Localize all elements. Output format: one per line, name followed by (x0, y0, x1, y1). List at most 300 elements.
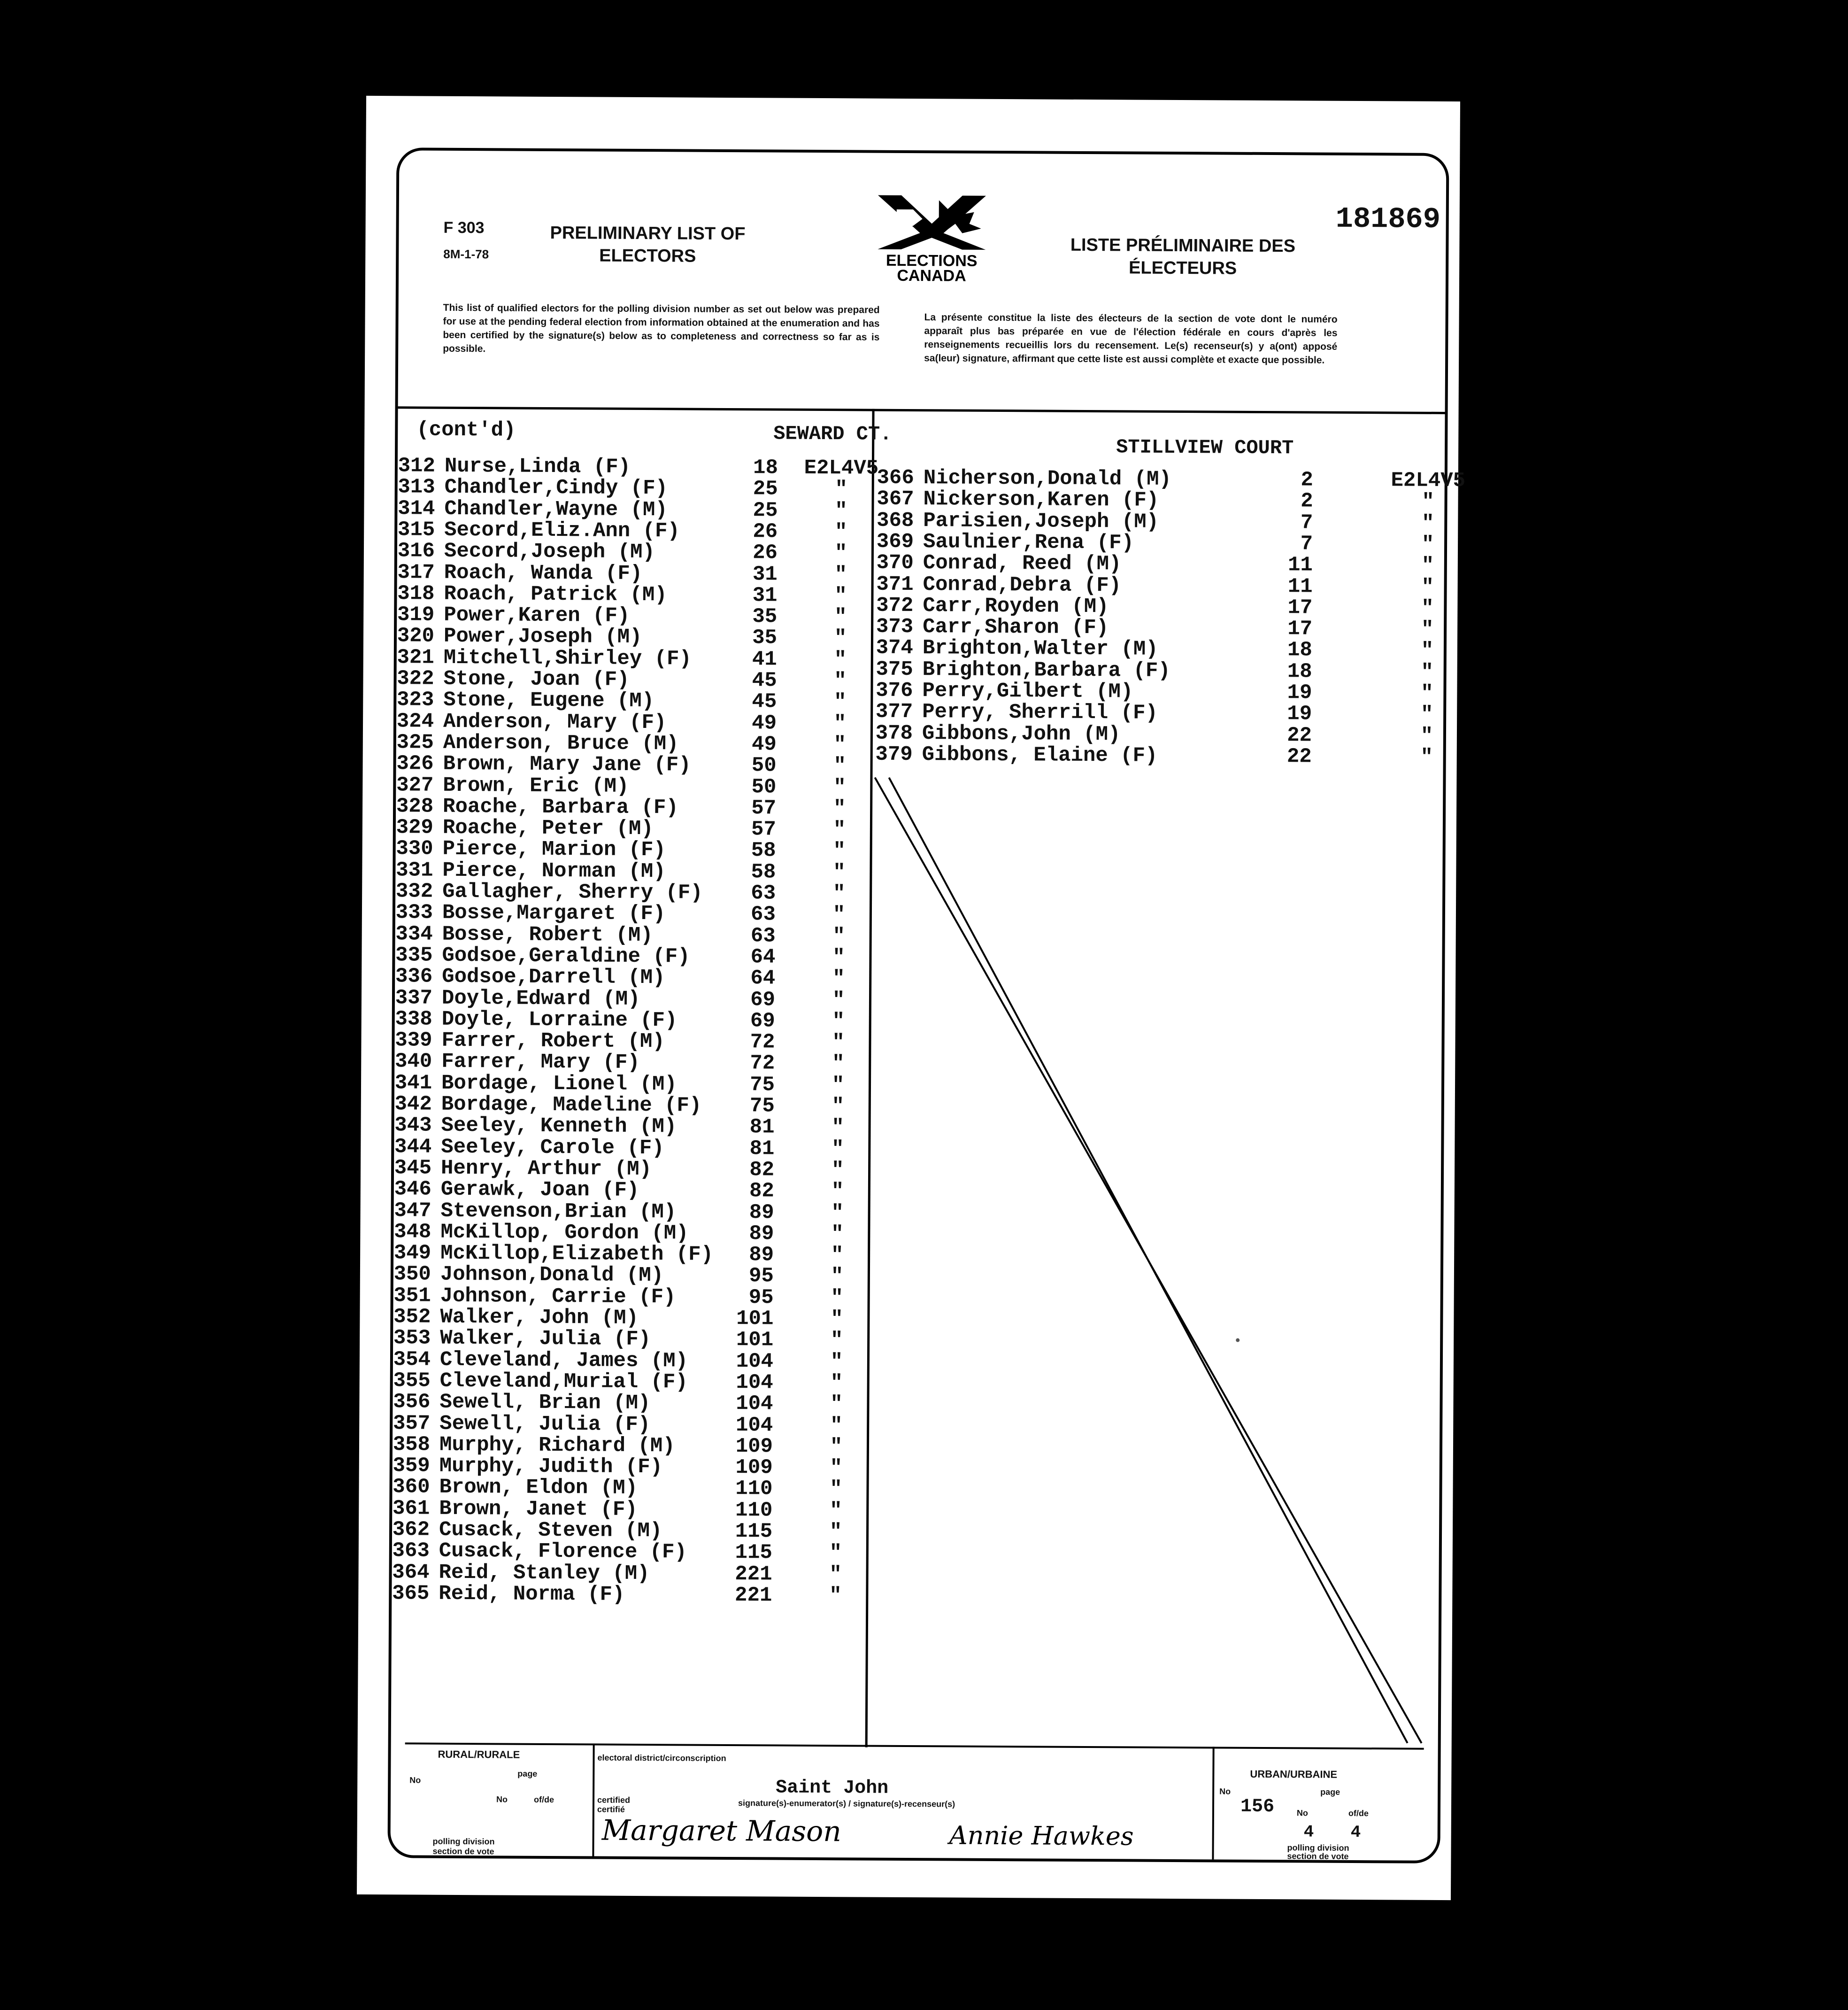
logo-word-elections: ELECTIONS (886, 251, 978, 270)
elector-postal-code: " (834, 584, 847, 608)
right-street-heading: STILLVIEW COURT (1116, 436, 1294, 460)
elector-address: 63 (750, 924, 776, 948)
elector-address: 57 (751, 796, 777, 820)
electoral-district-label: electoral district/circonscription (597, 1753, 726, 1763)
elector-number: 340 (394, 1050, 432, 1074)
elector-number: 373 (876, 615, 914, 639)
elector-postal-code: " (832, 1009, 845, 1034)
elector-name: Anderson, Mary (F) (443, 710, 667, 734)
elector-postal-code: " (832, 1031, 845, 1055)
elector-name: Roache, Peter (M) (442, 816, 654, 841)
certified-label: certified certifié (597, 1795, 631, 1814)
elector-name: Mitchell,Shirley (F) (443, 646, 692, 671)
elector-number: 331 (396, 858, 433, 882)
elector-address: 41 (752, 647, 777, 672)
elector-postal-code: " (1421, 554, 1434, 578)
elector-number: 317 (397, 560, 435, 585)
elector-address: 49 (751, 733, 777, 757)
elector-name: Roach, Wanda (F) (444, 561, 643, 586)
elector-number: 352 (393, 1305, 431, 1329)
elector-name: Brighton,Walter (M) (922, 636, 1158, 662)
elector-number: 376 (876, 679, 913, 703)
elector-number: 350 (393, 1262, 431, 1287)
elector-number: 349 (393, 1241, 431, 1265)
rural-no-label: No (409, 1775, 421, 1785)
title-french: LISTE PRÉLIMINAIRE DES ÉLECTEURS (1070, 235, 1296, 278)
elector-address: 17 (1287, 596, 1313, 620)
elector-postal-code: " (832, 1116, 844, 1140)
elector-name: Seeley, Carole (F) (441, 1135, 664, 1160)
elector-number: 377 (875, 700, 913, 724)
elector-name: Gibbons,John (M) (922, 721, 1121, 746)
elector-name: Doyle, Lorraine (F) (441, 1007, 678, 1033)
left-street-heading: SEWARD CT. (773, 422, 892, 446)
elector-postal-code: " (833, 754, 846, 778)
elector-postal-code: " (831, 1307, 843, 1331)
elector-postal-code: " (831, 1244, 844, 1268)
footer-block (404, 1742, 1424, 1860)
elector-address: 31 (752, 562, 778, 587)
elector-number: 312 (398, 454, 436, 478)
elector-address: 11 (1287, 553, 1313, 577)
elector-address: 35 (752, 605, 778, 629)
elector-number: 355 (393, 1369, 431, 1393)
elector-address: 110 (735, 1498, 773, 1523)
elector-postal-code: " (1421, 533, 1434, 557)
elector-postal-code: " (1421, 639, 1434, 663)
elector-address: 81 (749, 1136, 775, 1161)
elector-postal-code: " (833, 839, 846, 863)
elector-name: Godsoe,Darrell (M) (442, 965, 665, 990)
elector-name: Sewell, Julia (F) (439, 1412, 651, 1437)
elector-postal-code: " (832, 967, 845, 991)
elector-address: 26 (753, 541, 778, 565)
ink-speck (1236, 1338, 1240, 1342)
elector-address: 89 (749, 1200, 774, 1225)
elector-name: Henry, Arthur (M) (440, 1156, 652, 1182)
elector-postal-code: " (830, 1350, 843, 1374)
elector-postal-code: E2L4V5 (1391, 469, 1466, 493)
logo-word-canada: CANADA (897, 266, 966, 285)
elector-name: Cusack, Florence (F) (439, 1539, 687, 1564)
elector-name: Power,Karen (F) (444, 603, 630, 628)
elector-name: Perry,Gilbert (M) (922, 679, 1133, 704)
elector-name: Conrad,Debra (F) (923, 572, 1122, 597)
elector-name: Reid, Norma (F) (439, 1582, 625, 1607)
elector-postal-code: " (834, 626, 847, 650)
elector-name: Murphy, Richard (M) (439, 1433, 675, 1458)
elector-number: 313 (398, 475, 435, 500)
elector-postal-code: " (831, 1265, 844, 1289)
elector-postal-code: " (829, 1562, 842, 1586)
elector-address: 101 (736, 1307, 774, 1331)
elector-number: 365 (392, 1582, 430, 1606)
elector-name: Seeley, Kenneth (M) (441, 1114, 677, 1139)
urban-no-label: No (1219, 1786, 1231, 1796)
elector-number: 366 (877, 466, 914, 490)
elector-number: 346 (394, 1177, 431, 1201)
elector-name: Farrer, Mary (F) (441, 1050, 640, 1075)
rural-label: RURAL/RURALE (438, 1748, 520, 1761)
elector-address: 69 (750, 1009, 775, 1033)
elector-address: 109 (735, 1434, 773, 1459)
elector-number: 356 (393, 1390, 431, 1414)
elector-number: 353 (393, 1326, 431, 1350)
elector-address: 82 (749, 1179, 774, 1203)
elector-name: Brown, Janet (F) (439, 1497, 638, 1522)
elector-number: 369 (876, 530, 914, 554)
elector-name: Cleveland, James (M) (439, 1348, 688, 1373)
elector-number: 336 (395, 965, 433, 989)
elector-address: 63 (750, 903, 776, 927)
footer-divider-2 (1212, 1747, 1214, 1859)
elector-address: 104 (736, 1349, 774, 1374)
elector-number: 338 (395, 1007, 432, 1031)
elector-name: Power,Joseph (M) (443, 625, 642, 649)
elector-address: 57 (751, 818, 777, 842)
elector-number: 348 (394, 1220, 431, 1244)
elector-postal-code: " (832, 924, 846, 948)
elector-postal-code: " (1421, 596, 1434, 620)
footer-divider-1 (592, 1744, 594, 1856)
elector-name: Anderson, Bruce (M) (443, 731, 679, 756)
elector-name: Gerawk, Joan (F) (440, 1177, 639, 1203)
elector-postal-code: " (832, 1095, 845, 1119)
elector-address: 11 (1287, 574, 1313, 598)
elector-number: 375 (876, 657, 913, 681)
elector-name: Parisien,Joseph (M) (923, 509, 1159, 534)
elector-number: 326 (396, 752, 434, 776)
elector-name: Doyle,Edward (M) (441, 986, 640, 1011)
elector-postal-code: " (833, 690, 847, 714)
elector-postal-code: " (830, 1435, 843, 1459)
elector-address: 104 (736, 1370, 773, 1395)
elector-postal-code: " (830, 1477, 842, 1501)
elector-name: Bosse,Margaret (F) (442, 901, 666, 926)
elector-address: 72 (750, 1030, 775, 1054)
elector-address: 26 (753, 520, 778, 544)
elector-postal-code: " (1421, 618, 1434, 642)
elector-postal-code: " (833, 818, 846, 842)
elector-name: Roach, Patrick (M) (444, 582, 667, 607)
elector-postal-code: " (834, 520, 847, 544)
elector-name: Gallagher, Sherry (F) (442, 880, 703, 905)
elector-number: 328 (396, 795, 434, 819)
elector-address: 95 (748, 1264, 774, 1288)
elector-address: 115 (735, 1541, 772, 1565)
elector-address: 109 (735, 1456, 773, 1480)
elector-postal-code: " (829, 1541, 842, 1565)
elector-address: 18 (1287, 638, 1313, 662)
elector-postal-code: E2L4V5 (804, 456, 879, 480)
elector-number: 354 (393, 1347, 431, 1372)
elector-address: 31 (752, 584, 778, 608)
elector-address: 95 (748, 1285, 774, 1310)
elector-postal-code: " (831, 1137, 844, 1161)
elector-name: Johnson, Carrie (F) (440, 1284, 676, 1309)
serial-number: 181869 (1335, 202, 1441, 236)
elector-number: 335 (395, 943, 433, 967)
elector-name: Roache, Barbara (F) (442, 795, 678, 820)
elector-number: 325 (396, 731, 434, 755)
elector-number: 347 (394, 1198, 431, 1223)
elector-postal-code: " (829, 1584, 842, 1608)
elector-postal-code: " (834, 605, 847, 629)
elector-name: Pierce, Norman (M) (442, 858, 666, 883)
elector-address: 58 (751, 860, 776, 884)
elector-address: 18 (753, 456, 778, 480)
elector-address: 2 (1301, 489, 1313, 513)
elector-name: Bordage, Lionel (M) (441, 1071, 677, 1097)
elector-number: 361 (392, 1496, 430, 1521)
elector-address: 19 (1287, 702, 1312, 726)
elector-name: Chandler,Cindy (F) (444, 476, 668, 501)
elector-number: 327 (396, 773, 434, 797)
elector-address: 115 (735, 1520, 773, 1544)
elector-name: Godsoe,Geraldine (F) (442, 943, 690, 969)
elector-postal-code: " (830, 1414, 843, 1438)
elector-postal-code: " (833, 775, 846, 799)
elector-postal-code: " (1421, 681, 1433, 705)
elector-name: Murphy, Judith (F) (439, 1454, 663, 1479)
elector-address: 25 (753, 498, 778, 523)
elector-address: 25 (753, 477, 778, 501)
elector-address: 89 (749, 1243, 774, 1267)
elector-name: Chandler,Wayne (M) (444, 497, 668, 522)
elector-address: 82 (749, 1158, 775, 1182)
elector-number: 362 (392, 1518, 430, 1542)
elector-address: 49 (752, 711, 777, 735)
elector-postal-code: " (1422, 490, 1434, 514)
elector-number: 319 (397, 603, 435, 627)
elector-number: 314 (398, 496, 435, 521)
elector-address: 104 (736, 1392, 773, 1416)
elector-address: 64 (750, 945, 776, 969)
elector-number: 351 (393, 1283, 431, 1308)
elector-name: Walker, John (M) (440, 1305, 639, 1330)
cancellation-line (865, 773, 1434, 1748)
elector-number: 337 (395, 986, 433, 1010)
elector-number: 342 (394, 1092, 432, 1116)
elector-name: Nicherson,Donald (M) (923, 466, 1172, 491)
elector-name: Johnson,Donald (M) (440, 1263, 664, 1288)
elector-name: Gibbons, Elaine (F) (922, 743, 1158, 768)
elector-name: Stevenson,Brian (M) (440, 1199, 677, 1224)
elector-postal-code: " (833, 711, 847, 735)
elector-address: 110 (735, 1477, 773, 1501)
elector-postal-code: " (834, 563, 847, 587)
elector-name: Bosse, Robert (M) (442, 922, 653, 947)
elector-number: 379 (875, 742, 913, 766)
elector-postal-code: " (1420, 745, 1433, 769)
elector-name: Farrer, Robert (M) (441, 1028, 665, 1054)
elector-number: 318 (397, 582, 435, 606)
elector-address: 7 (1300, 510, 1313, 535)
elector-address: 17 (1287, 617, 1313, 641)
elector-address: 22 (1286, 723, 1312, 748)
elector-postal-code: " (832, 946, 845, 970)
urban-page-total: 4 (1350, 1822, 1361, 1842)
elector-number: 321 (397, 645, 434, 670)
elector-number: 332 (395, 880, 433, 904)
elector-address: 50 (751, 775, 777, 799)
elector-postal-code: " (833, 796, 846, 821)
elector-name: Perry, Sherrill (F) (922, 700, 1158, 726)
elector-number: 316 (397, 539, 435, 563)
elector-postal-code: " (835, 499, 847, 523)
elector-postal-code: " (830, 1392, 843, 1416)
elector-number: 329 (396, 816, 434, 840)
certification-text-french: La présente constitue la liste des électeurs de la section de vote dont le numéro apparaît plus bas préparée en vue de l'élection fédérale en cours d'après les renseignements recueillis lors du recensement. Le(s) recenseur(s) y a(ont) apposé sa(leur) signature, affirmant que cette liste est aussi complète et exacte que possible. (924, 312, 1338, 366)
elector-address: 69 (750, 988, 776, 1012)
elector-postal-code: " (1421, 575, 1434, 599)
elector-number: 343 (394, 1113, 432, 1137)
elector-number: 358 (393, 1433, 431, 1457)
form-date: 8M-1-78 (443, 247, 489, 262)
elector-number: 344 (394, 1135, 432, 1159)
elector-postal-code: " (1421, 511, 1434, 535)
elector-postal-code: " (831, 1201, 844, 1225)
elector-address: 63 (751, 881, 776, 905)
elector-postal-code: " (834, 669, 847, 693)
header-divider (398, 406, 1445, 414)
elector-postal-code: " (834, 648, 847, 672)
elector-name: McKillop, Gordon (M) (440, 1220, 689, 1245)
continued-label: (cont'd) (416, 418, 516, 442)
elector-number: 320 (397, 624, 435, 649)
elector-number: 357 (393, 1411, 431, 1436)
elector-name: Bordage, Madeline (F) (441, 1092, 702, 1118)
elector-number: 372 (876, 594, 914, 618)
elector-number: 370 (876, 551, 914, 575)
elector-address: 64 (750, 966, 776, 990)
electoral-district: Saint John (776, 1777, 889, 1799)
document-sheet (357, 96, 1466, 1900)
elector-name: Sewell, Brian (M) (439, 1390, 651, 1415)
rural-page-no-label: No (496, 1794, 508, 1804)
elector-name: Conrad, Reed (M) (923, 551, 1122, 576)
elector-postal-code: " (832, 903, 846, 927)
elector-postal-code: " (831, 1222, 844, 1246)
elector-postal-code: " (1420, 703, 1433, 727)
elector-postal-code: " (829, 1499, 842, 1523)
signature-enumerator-2: Annie Hawkes (949, 1820, 1134, 1851)
elector-address: 221 (734, 1583, 772, 1608)
elector-number: 341 (394, 1071, 432, 1095)
elector-postal-code: " (833, 860, 846, 884)
urban-page-no-label: No (1296, 1808, 1308, 1818)
elector-name: McKillop,Elizabeth (F) (440, 1241, 714, 1267)
elector-address: 221 (735, 1562, 772, 1586)
elector-postal-code: " (831, 1180, 844, 1204)
elector-address: 72 (750, 1051, 775, 1075)
elector-name: Brown, Mary Jane (F) (443, 752, 691, 777)
elector-name: Reid, Stanley (M) (439, 1561, 650, 1585)
elector-postal-code: " (830, 1329, 843, 1353)
elector-address: 22 (1286, 745, 1312, 769)
elector-name: Brown, Eric (M) (443, 773, 629, 798)
elector-number: 334 (395, 922, 433, 946)
maple-x-icon (868, 191, 995, 252)
elector-postal-code: " (833, 733, 847, 757)
elector-postal-code: " (832, 1052, 845, 1076)
elector-name: Cusack, Steven (M) (439, 1518, 662, 1543)
elector-address: 75 (750, 1073, 775, 1097)
elector-number: 324 (396, 709, 434, 734)
elector-address: 35 (752, 626, 778, 650)
elector-address: 104 (735, 1413, 773, 1438)
elector-number: 374 (876, 636, 914, 660)
elector-number: 322 (397, 667, 434, 691)
elector-number: 315 (397, 518, 435, 542)
elector-address: 89 (749, 1222, 774, 1246)
signature-enumerator-1: Margaret Mason (601, 1814, 842, 1848)
title-english: PRELIMINARY LIST OF ELECTORS (550, 223, 746, 266)
elector-number: 378 (875, 721, 913, 745)
elector-address: 81 (749, 1115, 775, 1139)
rural-page-label: page (517, 1769, 538, 1778)
elector-address: 18 (1287, 659, 1312, 684)
rural-polling-label: polling division section de vote (432, 1836, 495, 1856)
signature-label: signature(s)-enumerator(s) / signature(s)-recenseur(s) (738, 1798, 955, 1809)
urban-page-label: page (1320, 1787, 1340, 1797)
elector-name: Stone, Joan (F) (443, 667, 630, 692)
elector-address: 45 (752, 669, 777, 693)
elector-name: Cleveland,Murial (F) (439, 1369, 688, 1394)
elector-postal-code: " (831, 1286, 843, 1310)
elector-postal-code: " (831, 1159, 844, 1183)
elector-name: Carr,Royden (M) (923, 594, 1109, 619)
elector-number: 367 (877, 487, 914, 511)
elector-name: Brown, Eldon (M) (439, 1476, 638, 1500)
elector-number: 323 (396, 688, 434, 712)
elector-number: 371 (876, 572, 914, 596)
elector-name: Secord,Eliz.Ann (F) (444, 518, 680, 543)
elector-postal-code: " (832, 882, 846, 906)
urban-polling-label: polling division section de vote (1287, 1843, 1349, 1861)
elector-name: Nickerson,Karen (F) (923, 487, 1159, 513)
urban-label: URBAN/URBAINE (1250, 1768, 1338, 1780)
elector-number: 330 (396, 837, 433, 861)
elector-name: Pierce, Marion (F) (442, 837, 666, 862)
elector-address: 50 (751, 754, 777, 778)
rural-page-of-label: of/de (533, 1794, 554, 1805)
elector-number: 363 (392, 1539, 430, 1563)
elector-number: 333 (395, 901, 433, 925)
elector-name: Walker, Julia (F) (440, 1327, 651, 1352)
elector-postal-code: " (832, 988, 845, 1012)
elector-postal-code: " (1420, 724, 1433, 748)
elector-postal-code: " (1421, 660, 1433, 684)
urban-number: 156 (1240, 1796, 1275, 1818)
elections-canada-logo (868, 191, 995, 285)
elector-postal-code: " (830, 1371, 843, 1395)
elector-number: 364 (392, 1560, 430, 1585)
urban-page-of-label: of/de (1348, 1808, 1369, 1818)
form-frame (387, 147, 1466, 1863)
elector-postal-code: " (830, 1456, 843, 1480)
form-code: F 303 (443, 218, 485, 237)
elector-name: Brighton,Barbara (F) (922, 657, 1170, 683)
elector-name: Carr,Sharon (F) (923, 615, 1109, 640)
elector-name: Saulnier,Rena (F) (923, 530, 1134, 555)
elector-postal-code: " (835, 478, 847, 502)
elector-number: 368 (876, 509, 914, 533)
elector-number: 360 (393, 1475, 430, 1500)
elector-name: Nurse,Linda (F) (444, 454, 631, 479)
elector-postal-code: " (829, 1520, 842, 1544)
elector-name: Secord,Joseph (M) (444, 539, 655, 564)
